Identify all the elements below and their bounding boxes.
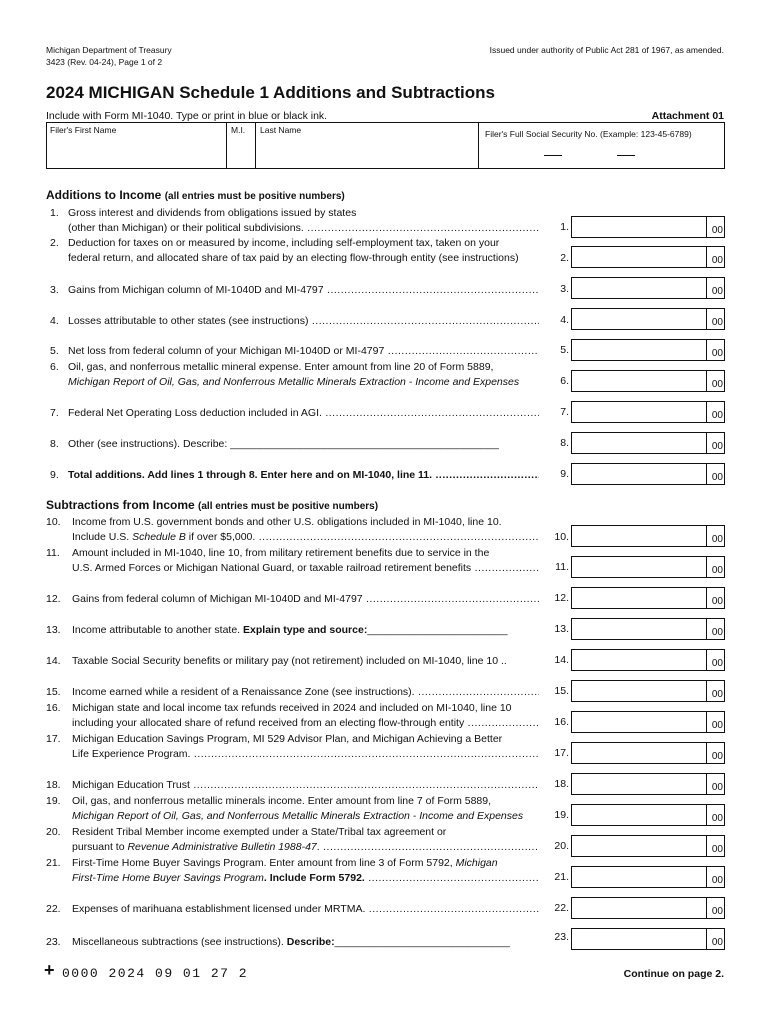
line-12-number: 12. bbox=[554, 592, 569, 604]
attachment-number: Attachment 01 bbox=[651, 110, 724, 122]
ssn-field[interactable] bbox=[478, 122, 725, 169]
last-name-label: Last Name bbox=[260, 125, 302, 135]
line-19-amount[interactable]: 00 bbox=[571, 804, 725, 826]
line-2-number: 2. bbox=[560, 252, 569, 264]
include-note: Include with Form MI-1040. Type or print in blue or black ink. bbox=[46, 110, 328, 122]
ssn-dash-1 bbox=[544, 155, 562, 156]
line-5: 5. Net loss from federal column of your Michigan MI-1040D or MI-4797 ..... bbox=[54, 344, 539, 359]
agency-name: Michigan Department of Treasury bbox=[46, 45, 172, 55]
line-17-number: 17. bbox=[554, 747, 569, 759]
line-23-number: 23. bbox=[554, 931, 569, 943]
line-20-amount[interactable]: 00 bbox=[571, 835, 725, 857]
line-4: 4. Losses attributable to other states (see instructions) ..... bbox=[54, 314, 539, 329]
additions-heading: Additions to Income (all entries must be positive numbers) bbox=[46, 188, 345, 202]
line-19: 19. Oil, gas, and nonferrous metallic minerals income. Enter amount from line 7 of Form 5889, Michigan Report of Oil, Gas, and Nonferrous Metallic Minerals Extraction - Income and Expenses bbox=[46, 795, 524, 822]
line-9: 9. Total additions. Add lines 1 through 8. Enter here and on MI-1040, line 11. ..... bbox=[54, 468, 539, 483]
line-14: 14. Taxable Social Security benefits or military pay (not retirement) included on MI-1040, line 10 .. bbox=[46, 655, 507, 667]
line-9-amount[interactable]: 00 bbox=[571, 463, 725, 485]
line-5-number: 5. bbox=[560, 344, 569, 356]
line-1-number: 1. bbox=[560, 221, 569, 233]
ssn-label: Filer's Full Social Security No. (Example: 123-45-6789) bbox=[485, 129, 692, 139]
line-15-number: 15. bbox=[554, 685, 569, 697]
line-6: 6. Oil, gas, and nonferrous metallic mineral expense. Enter amount from line 20 of Form 5889, Michigan Report of Oil, Gas, and Nonferrous Metallic Minerals Extraction - Income and Expenses bbox=[50, 361, 520, 388]
line-23-amount[interactable]: 00 bbox=[571, 928, 725, 950]
line-22: 22. Expenses of marihuana establishment licensed under MRTMA. ..... bbox=[54, 902, 539, 917]
line-15-amount[interactable]: 00 bbox=[571, 680, 725, 702]
line-13: 13. Income attributable to another state. Explain type and source:________________________ bbox=[46, 624, 508, 636]
line-10: 10. Income from U.S. government bonds and other U.S. obligations included in MI-1040, line 10. Include U.S. Schedule B if over $5,000. ..... bbox=[54, 515, 539, 545]
line-14-amount[interactable]: 00 bbox=[571, 649, 725, 671]
plus-mark: + bbox=[44, 960, 55, 980]
line-6-number: 6. bbox=[560, 375, 569, 387]
line-21: 21. First-Time Home Buyer Savings Program. Enter amount from line 3 of Form 5792, Michigan First-Time Home Buyer Savings Program. Include Form 5792. ..... bbox=[54, 856, 539, 886]
continue-note: Continue on page 2. bbox=[623, 968, 724, 980]
line-16-number: 16. bbox=[554, 716, 569, 728]
first-name-label: Filer's First Name bbox=[50, 125, 117, 135]
line-9-number: 9. bbox=[560, 468, 569, 480]
line-13-number: 13. bbox=[554, 623, 569, 635]
line-10-number: 10. bbox=[554, 531, 569, 543]
line-11-amount[interactable]: 00 bbox=[571, 556, 725, 578]
middle-initial-field[interactable] bbox=[226, 122, 256, 169]
line-11: 11. Amount included in MI-1040, line 10, from military retirement benefits due to service in the U.S. Armed Forces or Michigan National Guard, or taxable railroad retirement benefits ..... bbox=[54, 546, 539, 576]
line-10-amount[interactable]: 00 bbox=[571, 525, 725, 547]
line-8: 8. Other (see instructions). Describe: ______________________________________________ bbox=[50, 438, 499, 450]
last-name-field[interactable] bbox=[255, 122, 479, 169]
line-3: 3. Gains from Michigan column of MI-1040D and MI-4797 ..... bbox=[54, 283, 539, 298]
line-8-number: 8. bbox=[560, 437, 569, 449]
line-2: 2. Deduction for taxes on or measured by income, including self-employment tax, taken on your federal return, and allocated share of tax paid by an electing flow-through entity (see instructions) bbox=[50, 237, 519, 264]
line-22-number: 22. bbox=[554, 902, 569, 914]
line-20: 20. Resident Tribal Member income exempted under a State/Tribal tax agreement or pursuant to Revenue Administrative Bulletin 1988-47. ..... bbox=[54, 825, 539, 855]
line-14-number: 14. bbox=[554, 654, 569, 666]
line-8-amount[interactable]: 00 bbox=[571, 432, 725, 454]
line-15: 15. Income earned while a resident of a Renaissance Zone (see instructions). ..... bbox=[54, 685, 539, 700]
line-5-amount[interactable]: 00 bbox=[571, 339, 725, 361]
line-7-number: 7. bbox=[560, 406, 569, 418]
first-name-field[interactable] bbox=[46, 122, 227, 169]
line-2-amount[interactable]: 00 bbox=[571, 246, 725, 268]
line-4-number: 4. bbox=[560, 314, 569, 326]
line-17-amount[interactable]: 00 bbox=[571, 742, 725, 764]
line-1: 1. Gross interest and dividends from obligations issued by states (other than Michigan) or their political subdivisions. ..... bbox=[54, 206, 539, 236]
line-23: 23. Miscellaneous subtractions (see instructions). Describe:______________________________ bbox=[46, 936, 510, 948]
line-19-number: 19. bbox=[554, 809, 569, 821]
line-3-amount[interactable]: 00 bbox=[571, 277, 725, 299]
line-4-amount[interactable]: 00 bbox=[571, 308, 725, 330]
line-6-amount[interactable]: 00 bbox=[571, 370, 725, 392]
ssn-dash-2 bbox=[617, 155, 635, 156]
line-16-amount[interactable]: 00 bbox=[571, 711, 725, 733]
line-7-amount[interactable]: 00 bbox=[571, 401, 725, 423]
mi-label: M.I. bbox=[231, 125, 246, 135]
line-11-number: 11. bbox=[555, 561, 569, 573]
line-7: 7. Federal Net Operating Loss deduction included in AGI. ..... bbox=[54, 406, 539, 421]
line-12: 12. Gains from federal column of Michigan MI-1040D and MI-4797 ..... bbox=[54, 592, 539, 607]
line-22-amount[interactable]: 00 bbox=[571, 897, 725, 919]
line-12-amount[interactable]: 00 bbox=[571, 587, 725, 609]
line-20-number: 20. bbox=[554, 840, 569, 852]
line-1-amount[interactable]: 00 bbox=[571, 216, 725, 238]
line-3-number: 3. bbox=[560, 283, 569, 295]
line-18-number: 18. bbox=[554, 778, 569, 790]
line-16: 16. Michigan state and local income tax refunds received in 2024 and included on MI-1040, line 10 including your allocated share of refund received from an electing flow-through entity ..... bbox=[54, 701, 539, 731]
line-17: 17. Michigan Education Savings Program, MI 529 Advisor Plan, and Michigan Achieving a Better Life Experience Program. ..... bbox=[54, 732, 539, 762]
authority-note: Issued under authority of Public Act 281 of 1967, as amended. bbox=[489, 45, 724, 55]
line-21-amount[interactable]: 00 bbox=[571, 866, 725, 888]
line-21-number: 21. bbox=[554, 871, 569, 883]
form-barcode-number: 0000 2024 09 01 27 2 bbox=[62, 966, 249, 981]
line-18-amount[interactable]: 00 bbox=[571, 773, 725, 795]
form-revision: 3423 (Rev. 04-24), Page 1 of 2 bbox=[46, 57, 163, 67]
subtractions-heading: Subtractions from Income (all entries must be positive numbers) bbox=[46, 498, 379, 512]
line-13-amount[interactable]: 00 bbox=[571, 618, 725, 640]
line-18: 18. Michigan Education Trust ..... bbox=[54, 778, 539, 793]
page-title: 2024 MICHIGAN Schedule 1 Additions and Subtractions bbox=[46, 83, 495, 102]
